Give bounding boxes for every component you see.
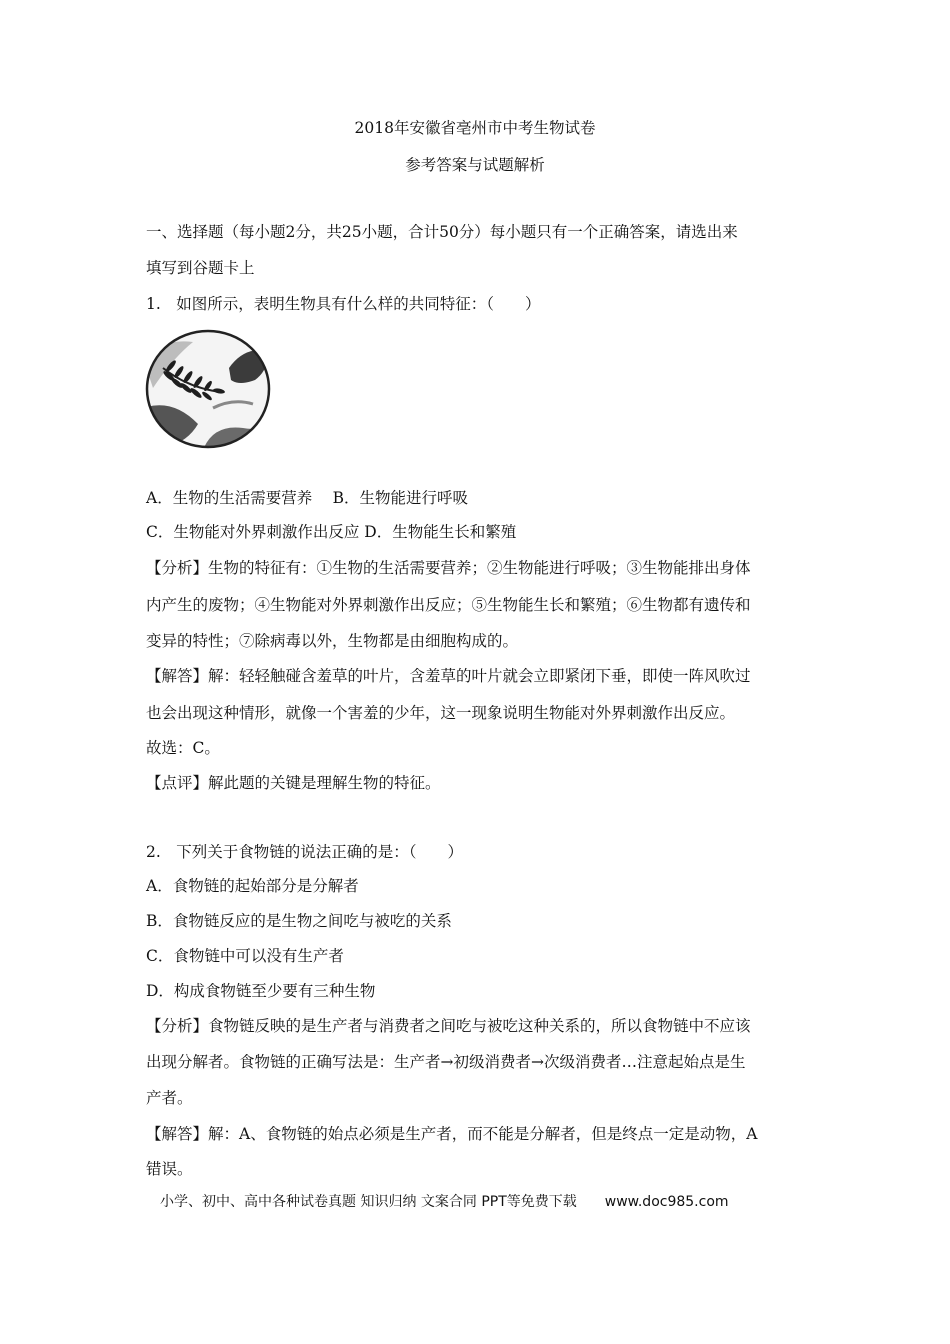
document-title: 2018年安徽省亳州市中考生物试卷 xyxy=(354,119,596,137)
question-1-analysis-line: 内产生的废物；④生物能对外界刺激作出反应；⑤生物能生长和繁殖；⑥生物都有遗传和 xyxy=(146,596,751,614)
mimosa-leaf-touch-illustration xyxy=(143,328,273,450)
question-2-option: D．构成食物链至少要有三种生物 xyxy=(146,982,376,1000)
section-heading-cont: 填写到谷题卡上 xyxy=(146,259,255,277)
question-1-analysis-line: 变异的特性；⑦除病毒以外，生物都是由细胞构成的。 xyxy=(146,632,519,650)
page-footer: 小学、初中、高中各种试卷真题 知识归纳 文案合同 PPT等免费下载 www.doc985.com xyxy=(160,1194,729,1210)
question-1-analysis-line: 【分析】生物的特征有：①生物的生活需要营养；②生物能进行呼吸；③生物能排出身体 xyxy=(146,559,751,577)
question-2-analysis-line: 【分析】食物链反映的是生产者与消费者之间吃与被吃这种关系的，所以食物链中不应该 xyxy=(146,1017,751,1035)
question-1-solution-line: 【解答】解：轻轻触碰含羞草的叶片，含羞草的叶片就会立即紧闭下垂，即使一阵风吹过 xyxy=(146,667,751,685)
question-2-analysis-line: 产者。 xyxy=(146,1089,193,1107)
question-1-solution-line: 也会出现这种情形，就像一个害羞的少年，这一现象说明生物能对外界刺激作出反应。 xyxy=(146,704,736,722)
question-1-options-cd: C．生物能对外界刺激作出反应 D．生物能生长和繁殖 xyxy=(146,523,517,541)
question-2-analysis-line: 出现分解者。食物链的正确写法是：生产者→初级消费者→次级消费者…注意起始点是生 xyxy=(146,1053,746,1071)
question-2-option: A．食物链的起始部分是分解者 xyxy=(146,877,359,895)
question-2-solution-line: 【解答】解：A、食物链的始点必须是生产者，而不能是分解者，但是终点一定是动物，A xyxy=(146,1125,758,1143)
question-2-option: C．食物链中可以没有生产者 xyxy=(146,947,344,965)
question-2-option: B．食物链反应的是生物之间吃与被吃的关系 xyxy=(146,912,452,930)
question-2-solution-line: 错误。 xyxy=(146,1160,193,1178)
question-1-stem: 1. 如图所示，表明生物具有什么样的共同特征：（ ） xyxy=(146,295,541,313)
section-heading: 一、选择题（每小题2分，共25小题，合计50分）每小题只有一个正确答案，请选出来 xyxy=(146,223,738,241)
question-1-comment: 【点评】解此题的关键是理解生物的特征。 xyxy=(146,774,441,792)
question-2-stem: 2. 下列关于食物链的说法正确的是：（ ） xyxy=(146,843,464,861)
document-subtitle: 参考答案与试题解析 xyxy=(405,156,545,174)
question-1-answer: 故选：C。 xyxy=(146,739,220,757)
question-1-options-ab: A．生物的生活需要营养 B．生物能进行呼吸 xyxy=(146,489,469,507)
